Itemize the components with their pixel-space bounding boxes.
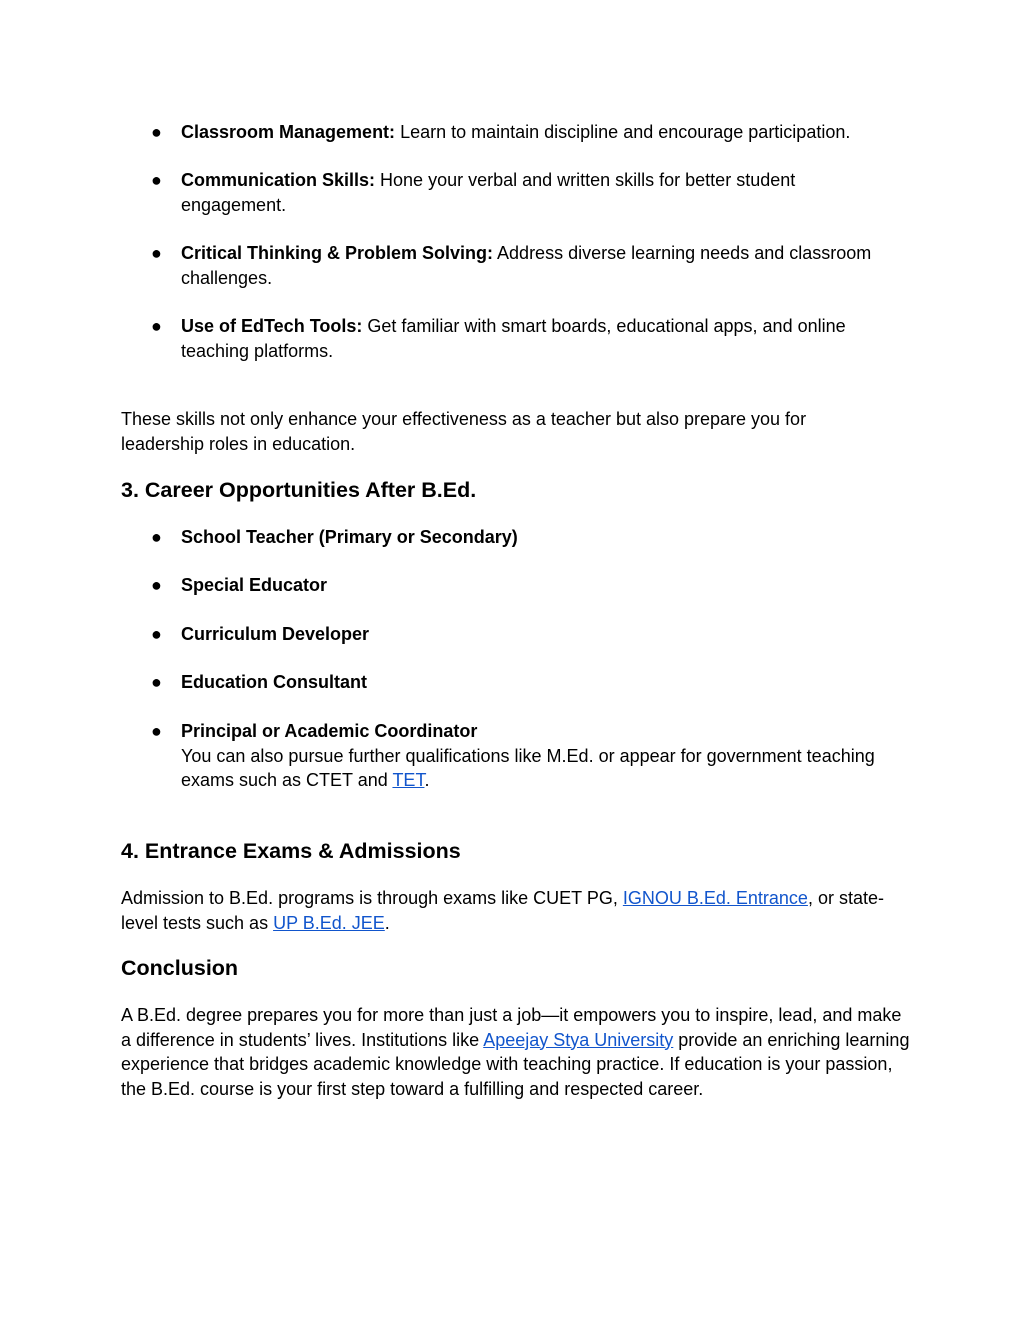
list-item-desc: Learn to maintain discipline and encourage participation. bbox=[395, 122, 851, 142]
conclusion-text: provide an enriching learning experience that bridges academic knowledge with teaching practice. If education is your passion, the B.Ed. course is your first step toward a fulfilling and respected career. bbox=[121, 1029, 910, 1099]
conclusion-paragraph bbox=[121, 1003, 911, 1101]
list-item-text bbox=[181, 670, 911, 695]
entrance-paragraph bbox=[121, 886, 911, 935]
list-item-desc: Get familiar with smart boards, educational apps, and online teaching platforms. bbox=[181, 316, 846, 361]
list-item-desc: Hone your verbal and written skills for better student engagement. bbox=[181, 170, 796, 215]
career-item: Principal or Academic Coordinator bbox=[181, 721, 478, 741]
list-item-desc: Address diverse learning needs and classroom challenges. bbox=[181, 243, 872, 288]
bullet-icon: ● bbox=[151, 122, 162, 142]
list-item-text bbox=[181, 622, 911, 647]
apeejay-link[interactable]: Apeejay Stya University bbox=[483, 1029, 674, 1050]
list-item-text bbox=[181, 719, 911, 793]
list-item-text bbox=[181, 314, 911, 363]
list-item-text bbox=[181, 120, 911, 145]
up-bed-jee-link[interactable]: UP B.Ed. JEE bbox=[273, 912, 385, 933]
career-item: School Teacher (Primary or Secondary) bbox=[181, 527, 518, 547]
list-item-term: Classroom Management: bbox=[181, 122, 396, 142]
list-item-term: Use of EdTech Tools: bbox=[181, 316, 363, 336]
bullet-icon: ● bbox=[151, 170, 162, 190]
list-item-text bbox=[181, 573, 911, 598]
section-heading-conclusion: Conclusion bbox=[121, 956, 239, 980]
career-item: Curriculum Developer bbox=[181, 624, 370, 644]
conclusion-text: A B.Ed. degree prepares you for more than just a job—it empowers you to inspire, lead, and make a difference in students’ lives. Institutions like bbox=[121, 1005, 902, 1050]
bullet-icon: ● bbox=[151, 316, 162, 336]
list-item-term: Communication Skills: bbox=[181, 170, 376, 190]
list-item-text bbox=[181, 168, 841, 217]
bullet-icon: ● bbox=[151, 672, 162, 692]
section-heading-career: 3. Career Opportunities After B.Ed. bbox=[121, 478, 477, 502]
bullet-icon: ● bbox=[151, 527, 162, 547]
skills-summary: These skills not only enhance your effectiveness as a teacher but also prepare you for leadership roles in education. bbox=[121, 409, 807, 454]
entrance-text: . bbox=[384, 912, 390, 933]
list-item-text bbox=[181, 525, 911, 550]
career-item: Education Consultant bbox=[181, 672, 367, 692]
entrance-text: , or state-level tests such as bbox=[121, 888, 884, 933]
career-note-end: . bbox=[424, 770, 430, 790]
entrance-text: Admission to B.Ed. programs is through exams like CUET PG, bbox=[121, 888, 623, 908]
section-heading-entrance: 4. Entrance Exams & Admissions bbox=[121, 839, 461, 863]
bullet-icon: ● bbox=[151, 721, 162, 741]
bullet-icon: ● bbox=[151, 243, 162, 263]
ignou-entrance-link[interactable]: IGNOU B.Ed. Entrance bbox=[622, 888, 808, 908]
list-item-text bbox=[181, 241, 911, 290]
career-note: You can also pursue further qualifications like M.Ed. or appear for government teaching exams such as CTET and bbox=[181, 745, 875, 790]
career-item: Special Educator bbox=[181, 575, 328, 595]
bullet-icon: ● bbox=[151, 575, 162, 595]
tet-link[interactable]: TET bbox=[392, 770, 425, 790]
bullet-icon: ● bbox=[151, 624, 162, 644]
list-item-term: Critical Thinking & Problem Solving: bbox=[181, 243, 494, 263]
